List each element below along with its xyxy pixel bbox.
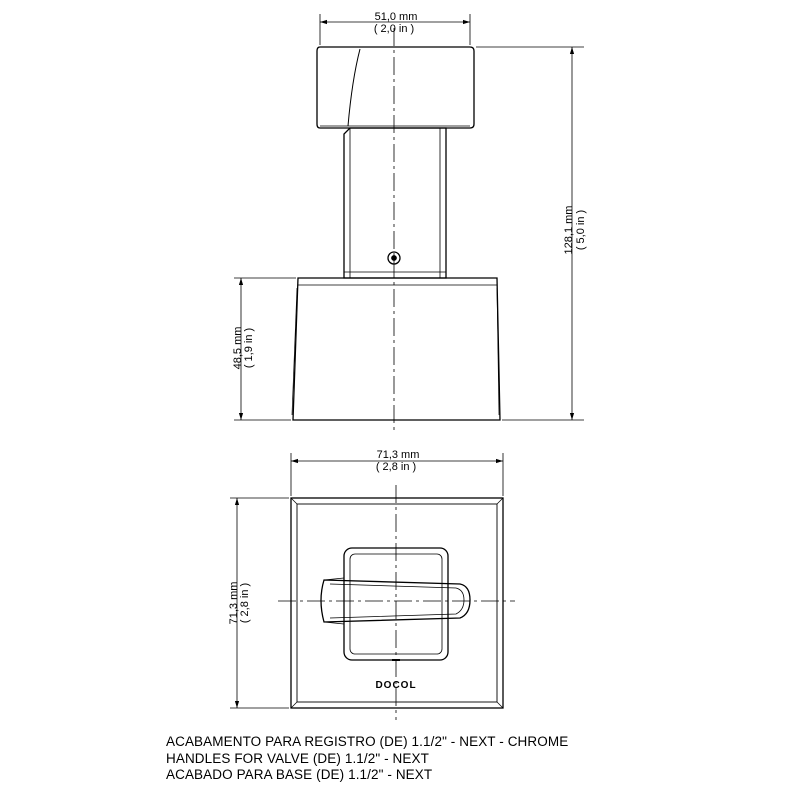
side-view bbox=[292, 47, 500, 420]
dim-total-height-in: ( 5,0 in ) bbox=[575, 209, 587, 251]
dim-plate-width-in: ( 2,8 in ) bbox=[375, 461, 417, 473]
brand-logo: DOCOL bbox=[375, 680, 417, 691]
base-body bbox=[293, 278, 500, 420]
dim-base-height-in: ( 1,9 in ) bbox=[243, 327, 255, 369]
dim-plate-height-mm: 71,3 mm bbox=[228, 581, 240, 625]
dim-top-width-mm: 51,0 mm bbox=[374, 11, 418, 23]
dim-plate-height-in: ( 2,8 in ) bbox=[239, 582, 251, 624]
dim-total-height-mm: 128,1 mm bbox=[563, 205, 575, 255]
product-caption bbox=[166, 734, 766, 784]
dim-top-width-in: ( 2,0 in ) bbox=[373, 23, 415, 35]
dim-base-height-mm: 48,5 mm bbox=[232, 326, 244, 370]
front-view bbox=[291, 498, 503, 708]
handle-cap bbox=[317, 47, 474, 128]
dim-plate-width-mm: 71,3 mm bbox=[376, 449, 420, 461]
caption-line-es: ACABADO PARA BASE (DE) 1.1/2" - NEXT bbox=[166, 767, 433, 782]
front-plate bbox=[291, 498, 503, 708]
caption-line-en: HANDLES FOR VALVE (DE) 1.1/2" - NEXT bbox=[166, 750, 429, 766]
caption-line-pt: ACABAMENTO PARA REGISTRO (DE) 1.1/2" - NEXT - CHROME bbox=[166, 734, 569, 749]
handle-cap-slant bbox=[348, 49, 360, 126]
